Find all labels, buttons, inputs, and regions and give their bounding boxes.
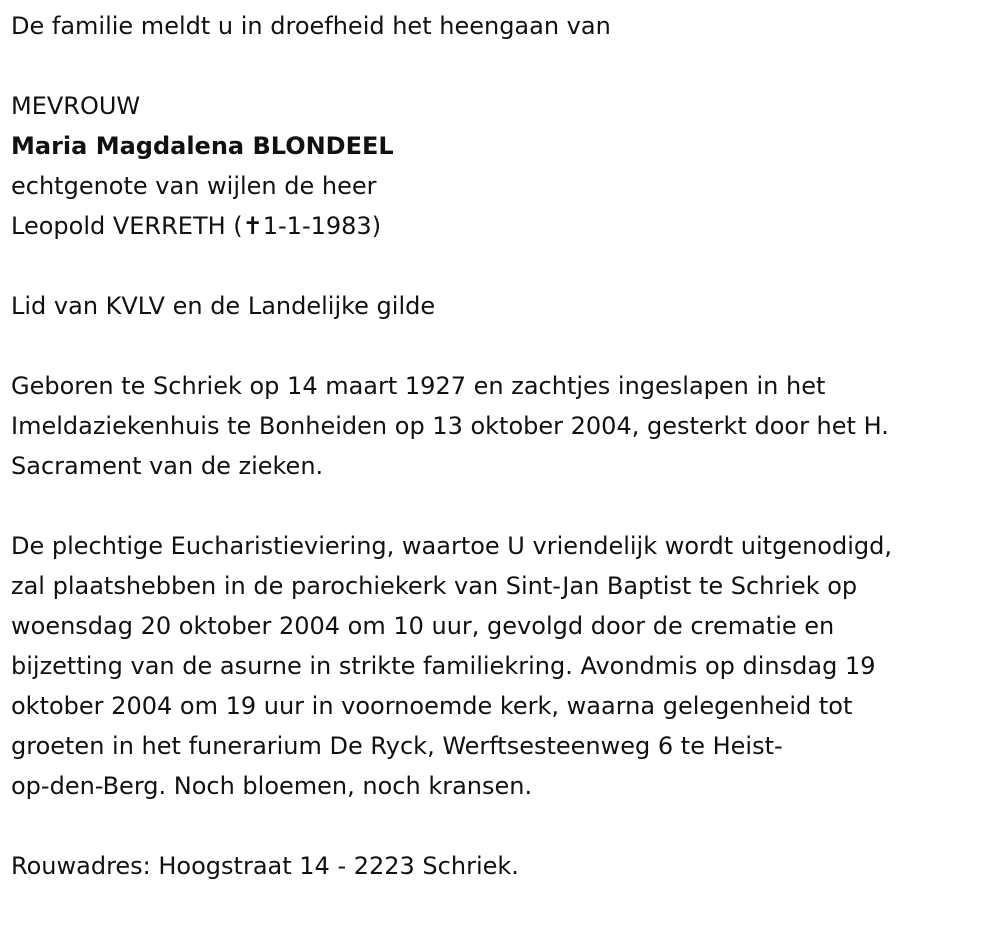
service-paragraph — [11, 526, 996, 806]
obituary-document — [11, 6, 996, 886]
deceased-name: Maria Magdalena BLONDEEL — [11, 132, 394, 160]
intro-text: De familie meldt u in droefheid het heengaan van — [11, 12, 611, 40]
service-line: zal plaatshebben in de parochiekerk van Sint-Jan Baptist te Schriek op — [11, 572, 858, 600]
spacer — [11, 806, 996, 846]
service-line: woensdag 20 oktober 2004 om 10 uur, gevolgd door de crematie en — [11, 612, 835, 640]
spouse-relation: echtgenote van wijlen de heer — [11, 172, 377, 200]
service-line: groeten in het funerarium De Ryck, Werftsesteenweg 6 te Heist- — [11, 732, 783, 760]
birth-line: Geboren te Schriek op 14 maart 1927 en zachtjes ingeslapen in het — [11, 372, 826, 400]
service-line: bijzetting van de asurne in strikte familiekring. Avondmis op dinsdag 19 — [11, 652, 876, 680]
deceased-title: MEVROUW — [11, 92, 141, 120]
mourning-address: Rouwadres: Hoogstraat 14 - 2223 Schriek. — [11, 852, 519, 880]
service-line: op-den-Berg. Noch bloemen, noch kransen. — [11, 772, 533, 800]
service-line: De plechtige Eucharistieviering, waartoe U vriendelijk wordt uitgenodigd, — [11, 532, 892, 560]
spouse-name: Leopold VERRETH (✝1-1-1983) — [11, 212, 382, 240]
spacer — [11, 486, 996, 526]
spacer — [11, 46, 996, 86]
membership-text: Lid van KVLV en de Landelijke gilde — [11, 292, 436, 320]
service-line: oktober 2004 om 19 uur in voornoemde kerk, waarna gelegenheid tot — [11, 692, 853, 720]
spacer — [11, 246, 996, 286]
birth-paragraph — [11, 366, 996, 486]
birth-line: Sacrament van de zieken. — [11, 452, 324, 480]
spacer — [11, 326, 996, 366]
birth-line: Imeldaziekenhuis te Bonheiden op 13 oktober 2004, gesterkt door het H. — [11, 412, 889, 440]
